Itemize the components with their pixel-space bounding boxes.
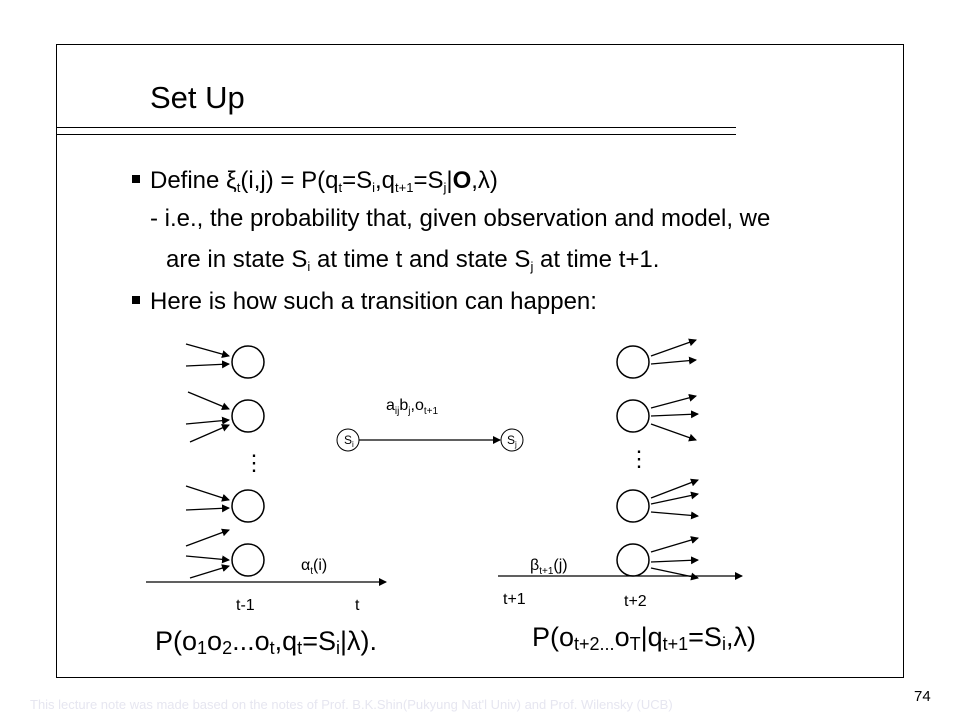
text: (i,j) = P(q (240, 167, 339, 194)
ellipsis-left: ⋮ (243, 450, 265, 475)
subscript: i (307, 259, 311, 274)
transition-label: $a_{ij}b_j,o_{t+1}$ (386, 397, 439, 417)
text: =S (688, 622, 722, 652)
state-node-left-2 (232, 400, 264, 432)
outgoing-arrow (651, 414, 698, 416)
incoming-arrow (186, 344, 229, 356)
text: o (614, 622, 630, 652)
text: ...o (232, 626, 270, 656)
footer-credit: This lecture note was made based on the notes of Prof. B.K.Shin(Pukyung Nat'l Univ) and Prof. Wilensky (UCB) (30, 697, 673, 712)
alpha-label: $\alpha_t(i)$ (301, 557, 328, 577)
incoming-arrow (186, 364, 229, 366)
node-si-label: $S_i$ (344, 433, 354, 449)
time-label-t-plus-1: t+1 (503, 591, 526, 608)
incoming-arrow (188, 392, 229, 409)
incoming-arrow (186, 530, 229, 546)
text: =S (302, 626, 336, 656)
subscript: t+2... (574, 634, 615, 654)
text: ,q (374, 167, 395, 194)
page-number: 74 (914, 688, 931, 705)
text: Define ξ (150, 167, 237, 194)
state-node-left-3 (232, 490, 264, 522)
subscript: t (297, 638, 303, 658)
incoming-arrow (186, 508, 229, 510)
subscript: t (269, 638, 275, 658)
subscript: j (443, 180, 447, 195)
time-label-t-plus-2: t+2 (624, 593, 647, 610)
subscript: 1 (197, 638, 208, 658)
incoming-arrow (190, 566, 229, 578)
state-node-left-4 (232, 544, 264, 576)
node-sj-label: $S_j$ (507, 433, 517, 449)
text: ,q (274, 626, 298, 656)
time-label-t-minus-1: t-1 (236, 597, 255, 614)
bullet-ie-line1: - i.e., the probability that, given observation and model, we (150, 205, 771, 232)
state-node-right-1 (617, 346, 649, 378)
subscript: i (335, 638, 340, 658)
outgoing-arrow (651, 396, 696, 408)
outgoing-arrow (651, 360, 696, 364)
text: P(o (532, 622, 575, 652)
subscript: i (721, 634, 726, 654)
subscript: 2 (222, 638, 233, 658)
state-node-right-4 (617, 544, 649, 576)
outgoing-arrows (651, 340, 698, 578)
state-node-right-3 (617, 490, 649, 522)
backward-formula (532, 622, 756, 655)
state-node-left-1 (232, 346, 264, 378)
beta-label: $\beta_{t+1}(j)$ (530, 557, 568, 577)
text: o (207, 626, 223, 656)
outgoing-arrow (651, 424, 696, 440)
text: P(o (155, 626, 198, 656)
outgoing-arrow (651, 512, 698, 516)
outgoing-arrow (651, 560, 698, 562)
text: are in state S (166, 246, 308, 273)
text: at time t+1. (533, 246, 660, 273)
outgoing-arrow (651, 538, 698, 552)
subscript: j (530, 259, 534, 274)
subscript: i (372, 180, 375, 195)
text: =S (342, 167, 373, 194)
incoming-arrow (186, 486, 229, 500)
ellipsis-right: ⋮ (628, 446, 650, 471)
text: ,λ) (725, 622, 756, 652)
incoming-arrow (186, 556, 229, 560)
subscript: t+1 (395, 180, 414, 195)
incoming-arrow (190, 425, 229, 442)
text: ,λ) (471, 167, 498, 194)
outgoing-arrow (651, 340, 696, 356)
subscript: t (338, 180, 343, 195)
text: | (446, 167, 453, 194)
bold-observation: O (452, 167, 472, 194)
subscript: T (629, 634, 641, 654)
text: |q (640, 622, 663, 652)
forward-formula (155, 626, 377, 659)
text: Here is how such a transition can happen: (150, 288, 597, 315)
incoming-arrow (186, 420, 229, 424)
slide-title: Set Up (150, 80, 245, 115)
subscript: t+1 (662, 634, 689, 654)
text: at time t and state S (310, 246, 531, 273)
state-node-right-2 (617, 400, 649, 432)
text: |λ). (339, 626, 377, 656)
incoming-arrows (186, 344, 229, 578)
text: =S (413, 167, 444, 194)
subscript: t (236, 180, 241, 195)
time-label-t: t (355, 597, 360, 614)
